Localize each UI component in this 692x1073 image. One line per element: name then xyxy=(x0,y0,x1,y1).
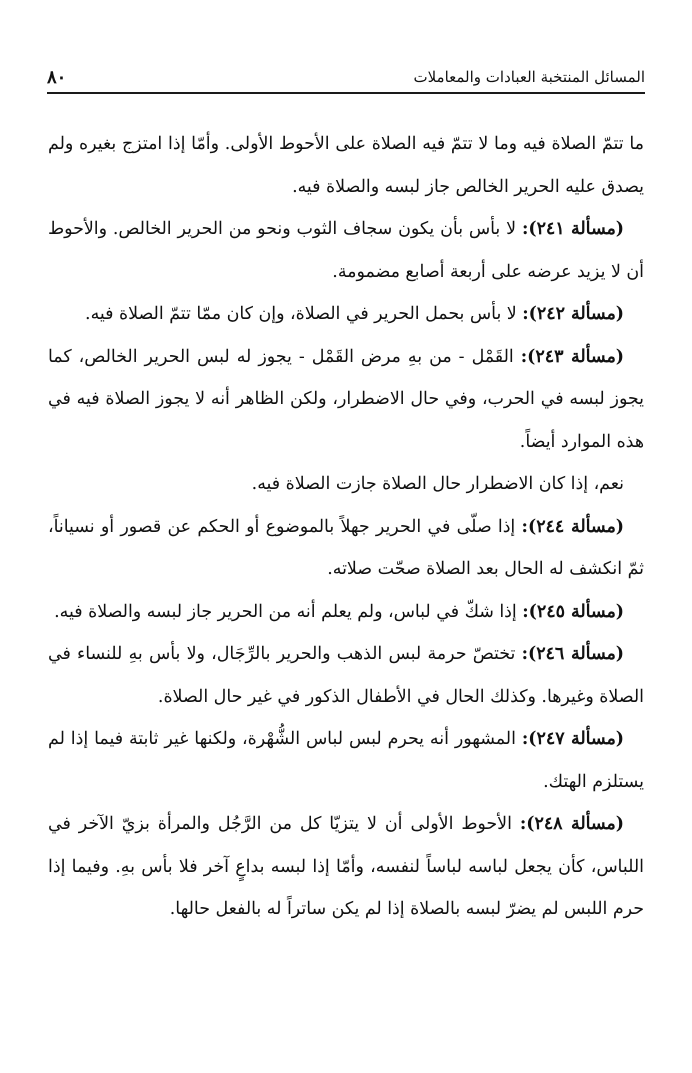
paragraph-text: لا بأس بأن يكون سجاف الثوب ونحو من الحرير الخالص. والأحوط أن لا يزيد عرضه على أربعة أصابع مضمومة. xyxy=(48,219,644,282)
issue-paragraph xyxy=(48,591,644,634)
issue-paragraph xyxy=(48,803,644,931)
paragraph-text: القَمْل - من بهِ مرض القَمْل - يجوز له لبس الحرير الخالص، كما يجوز لبسه في الحرب، وفي حال الاضطرار، ولكن الظاهر أنه لا يجوز الصلاة فيه في هذه الموارد أيضاً. xyxy=(48,346,644,452)
paragraph-text: ما تتمّ الصلاة فيه وما لا تتمّ فيه الصلاة على الأحوط الأولى. وأمّا إذا امتزج بغيره ولم يصدق عليه الحرير الخالص جاز لبسه والصلاة فيه. xyxy=(48,134,644,197)
issue-paragraph xyxy=(48,293,644,336)
issue-label: (مسألة ٢٤٧): xyxy=(521,729,624,749)
running-title: المسائل المنتخبة العبادات والمعاملات xyxy=(413,68,645,86)
paragraph-text: تختصّ حرمة لبس الذهب والحرير بالرِّجَال، ولا بأس بهِ للنساء في الصلاة وغيرها. وكذلك الحال في الأطفال الذكور في غير حال الصلاة. xyxy=(48,644,644,707)
paragraph-text: إذا صلّى في الحرير جهلاً بالموضوع أو الحكم عن قصور أو نسياناً، ثمّ انكشف له الحال بعد الصلاة صحّت صلاته. xyxy=(48,516,644,579)
issue-label: (مسألة ٢٤١): xyxy=(521,219,624,239)
paragraph xyxy=(48,463,644,506)
paragraph-text: المشهور أنه يحرم لبس لباس الشُّهْرة، ولكنها غير ثابتة فيما إذا لم يستلزم الهتك. xyxy=(48,729,644,792)
issue-paragraph xyxy=(48,506,644,591)
issue-label: (مسألة ٢٤٥): xyxy=(522,601,624,622)
paragraph-text: لا بأس بحمل الحرير في الصلاة، وإن كان ممّا تتمّ الصلاة فيه. xyxy=(85,304,523,324)
issue-label: (مسألة ٢٤٦): xyxy=(521,644,624,664)
issue-label: (مسألة ٢٤٣): xyxy=(520,346,624,367)
paragraph-text: الأحوط الأولى أن لا يتزيّا كل من الرَّجُل والمرأة بزيّ الآخر في اللباس، كأن يجعل لباسه لباساً لنفسه، وأمّا إذا لبسه بداعٍ آخر فلا بأس بهِ. وفيما إذا حرم اللبس لم يضرّ لبسه بالصلاة إذا لم يكن ساتراً له بالفعل حالها. xyxy=(48,814,644,919)
page-header xyxy=(47,62,645,94)
page-number: ٨٠ xyxy=(47,66,67,88)
issue-label: (مسألة ٢٤٤): xyxy=(521,516,624,537)
issue-label: (مسألة ٢٤٢): xyxy=(522,304,624,324)
paragraph xyxy=(48,123,644,208)
issue-label: (مسألة ٢٤٨): xyxy=(519,814,624,834)
issue-paragraph xyxy=(48,336,644,464)
issue-paragraph xyxy=(48,718,644,803)
paragraph-text: إذا شكّ في لباس، ولم يعلم أنه من الحرير جاز لبسه والصلاة فيه. xyxy=(54,601,523,622)
paragraph-text: نعم، إذا كان الاضطرار حال الصلاة جازت الصلاة فيه. xyxy=(251,474,624,494)
page-body xyxy=(48,123,644,931)
issue-paragraph xyxy=(48,633,644,718)
issue-paragraph xyxy=(48,208,644,293)
